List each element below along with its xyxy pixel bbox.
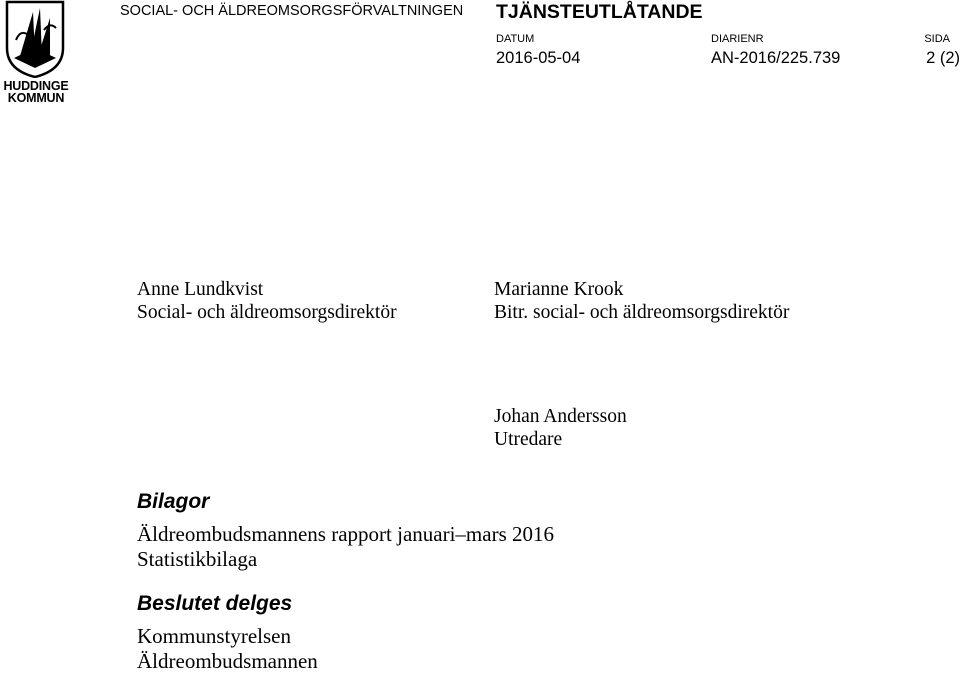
- page-label: SIDA: [924, 33, 950, 45]
- huddinge-logo: [0, 0, 72, 106]
- date-label: DATUM: [496, 33, 535, 45]
- page-number: 2 (2): [926, 49, 960, 67]
- signer-title: Bitr. social- och äldreomsorgsdirektör: [494, 302, 790, 323]
- signature-right: [494, 278, 789, 324]
- distribution-heading: Beslutet delges: [137, 592, 293, 615]
- signature-left: [137, 278, 397, 324]
- logo-text-line-2: KOMMUN: [7, 91, 65, 105]
- author-name: Johan Andersson: [494, 406, 627, 427]
- signer-title: Social- och äldreomsorgsdirektör: [137, 302, 397, 323]
- date-value: 2016-05-04: [496, 49, 581, 67]
- attachment-item: Statistikbilaga: [137, 547, 258, 571]
- signer-name: Anne Lundkvist: [137, 279, 264, 300]
- logo-text-line-1: HUDDINGE: [3, 79, 69, 93]
- coat-of-arms-icon: [0, 0, 72, 78]
- author-block: [494, 405, 627, 451]
- diarienr-value: AN-2016/225.739: [711, 49, 841, 67]
- distribution-item: Äldreombudsmannen: [137, 649, 318, 673]
- department-name: SOCIAL- OCH ÄLDREOMSORGSFÖRVALTNINGEN: [120, 3, 464, 19]
- document-type: TJÄNSTEUTLÅTANDE: [496, 1, 703, 23]
- attachment-item: Äldreombudsmannens rapport januari–mars 2016: [137, 522, 554, 546]
- signer-name: Marianne Krook: [494, 279, 624, 300]
- attachments-heading: Bilagor: [137, 490, 210, 513]
- distribution-item: Kommunstyrelsen: [137, 624, 291, 648]
- author-title: Utredare: [494, 429, 563, 450]
- diarienr-label: DIARIENR: [711, 33, 764, 45]
